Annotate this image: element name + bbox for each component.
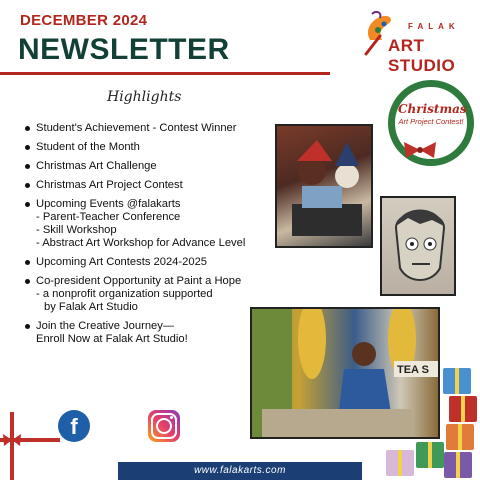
artwork-tea-stall-painting bbox=[250, 307, 440, 439]
website-url-bar[interactable]: www.falakarts.com bbox=[118, 462, 362, 480]
gift-box-icon bbox=[444, 452, 472, 478]
list-item: Student of the Month bbox=[20, 141, 282, 154]
list-subitem: - Parent-Teacher Conference bbox=[36, 211, 181, 223]
ribbon-bow-icon bbox=[400, 140, 440, 162]
list-item: Christmas Art Challenge bbox=[20, 160, 282, 173]
header-divider bbox=[0, 72, 330, 75]
artwork-christmas-painting bbox=[275, 124, 373, 248]
list-subitem: - a nonprofit organization supported bbox=[36, 288, 213, 300]
facebook-icon[interactable]: f bbox=[58, 410, 90, 442]
painting-tea-stall bbox=[252, 309, 440, 439]
artwork-cartoon-portrait bbox=[380, 196, 456, 296]
list-item: Christmas Art Project Contest bbox=[20, 179, 282, 192]
corner-bow-icon bbox=[2, 432, 22, 448]
instagram-flash bbox=[170, 416, 173, 419]
list-item: Upcoming Art Contests 2024-2025 bbox=[20, 256, 282, 269]
gift-box-icon bbox=[386, 450, 414, 476]
gift-box-icon bbox=[446, 424, 474, 450]
list-subitem: - Abstract Art Workshop for Advance Level bbox=[36, 237, 246, 249]
badge-title: Christmas bbox=[398, 102, 467, 116]
highlights-list bbox=[20, 122, 282, 352]
instagram-lens bbox=[156, 418, 172, 434]
list-item: Upcoming Events @falakarts - Parent-Teacher Conference - Skill Workshop - Abstract Art Workshop for Advance Level bbox=[20, 198, 282, 250]
tea-stall-sign: TEA S bbox=[397, 364, 429, 376]
list-item: Student's Achievement - Contest Winner bbox=[20, 122, 282, 135]
painting-santa-kids bbox=[277, 126, 373, 248]
badge-subtitle: Art Project Contest! bbox=[398, 117, 464, 126]
gift-box-icon bbox=[416, 442, 444, 468]
logo-brand-small: FALAK bbox=[408, 22, 460, 31]
logo-brand-big: ART STUDIO bbox=[388, 36, 456, 75]
painting-portrait bbox=[382, 198, 456, 296]
list-item: Co-president Opportunity at Paint a Hope - a nonprofit organization supported by Falak Art Studio bbox=[20, 275, 282, 314]
newsletter-title: NEWSLETTER bbox=[18, 33, 230, 66]
gift-box-icon bbox=[449, 396, 477, 422]
falak-art-studio-logo[interactable] bbox=[360, 8, 475, 75]
list-subitem: Enroll Now at Falak Art Studio! bbox=[36, 333, 188, 345]
highlights-heading: Highlights bbox=[107, 89, 182, 105]
newsletter-month: DECEMBER 2024 bbox=[20, 12, 148, 29]
list-item: Join the Creative Journey— Enroll Now at Falak Art Studio! bbox=[20, 320, 282, 346]
gift-box-icon bbox=[443, 368, 471, 394]
list-subitem: by Falak Art Studio bbox=[44, 301, 138, 313]
list-subitem: - Skill Workshop bbox=[36, 224, 117, 236]
